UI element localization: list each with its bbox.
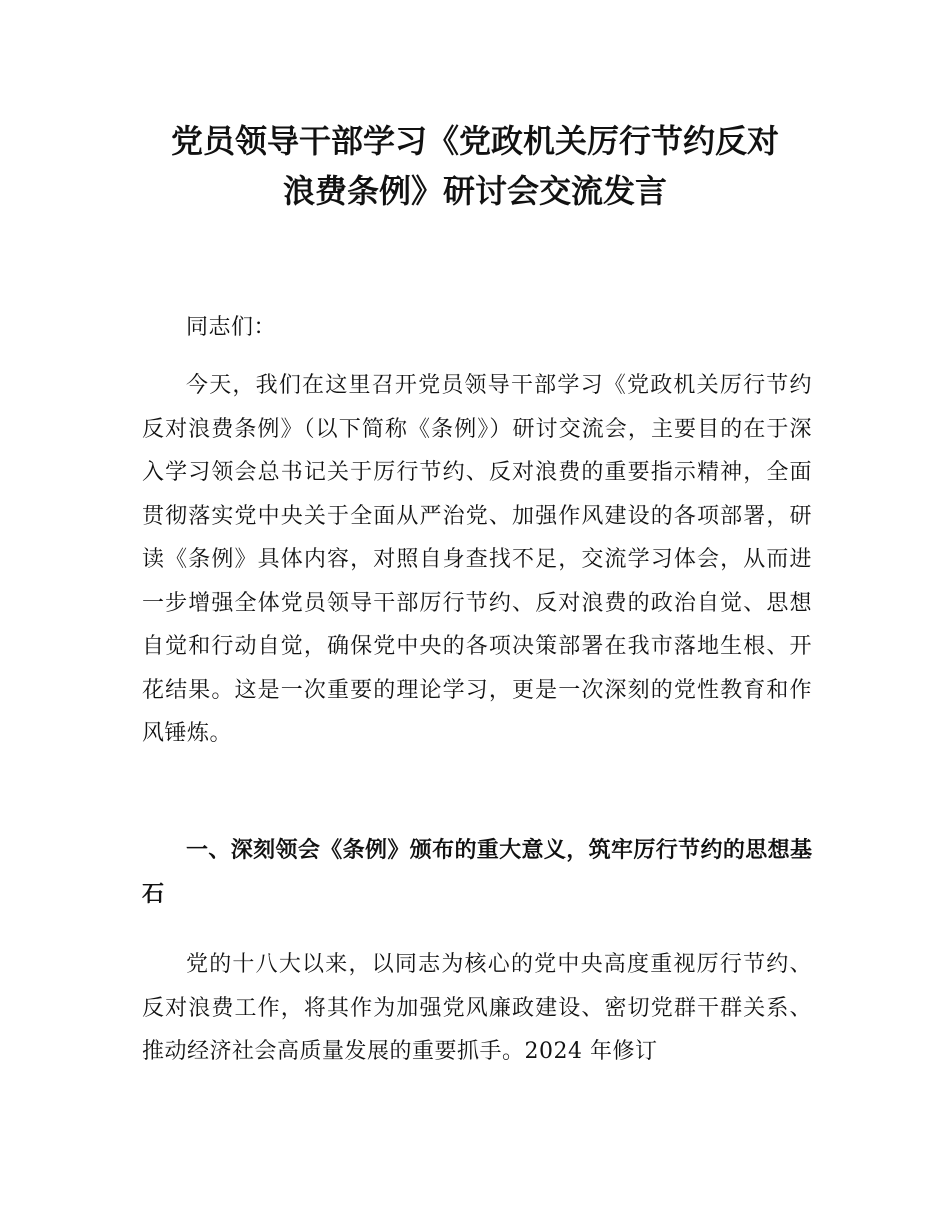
document-title-line-1: 党员领导干部学习《党政机关厉行节约反对 [170, 122, 779, 160]
section-heading-1: 一、深刻领会《条例》颁布的重大意义，筑牢厉行节约的思想基石 [142, 838, 812, 907]
paragraph-intro: 今天，我们在这里召开党员领导干部学习《党政机关厉行节约反对浪费条例》（以下简称《条例》）研讨交流会，主要目的在于深入学习领会总书记关于厉行节约、反对浪费的重要指示精神，全面贯彻落实党中央关于全面从严治党、加强作风建设的各项部署，研读《条例》具体内容，对照自身查找不足，交流学习体会，从而进一步增强全体党员领导干部厉行节约、反对浪费的政治自觉、思想自觉和行动自觉，确保党中央的各项决策部署在我市落地生根、开花结果。这是一次重要的理论学习，更是一次深刻的党性教育和作风锤炼。 [142, 373, 812, 746]
document-title-line-2: 浪费条例》研讨会交流发言 [282, 172, 667, 210]
paragraph-section-1: 党的十八大以来，以同志为核心的党中央高度重视厉行节约、反对浪费工作，将其作为加强党风廉政建设、密切党群干群关系、推动经济社会高质量发展的重要抓手。2024 年修订 [142, 952, 812, 1064]
salutation: 同志们： [186, 315, 277, 340]
